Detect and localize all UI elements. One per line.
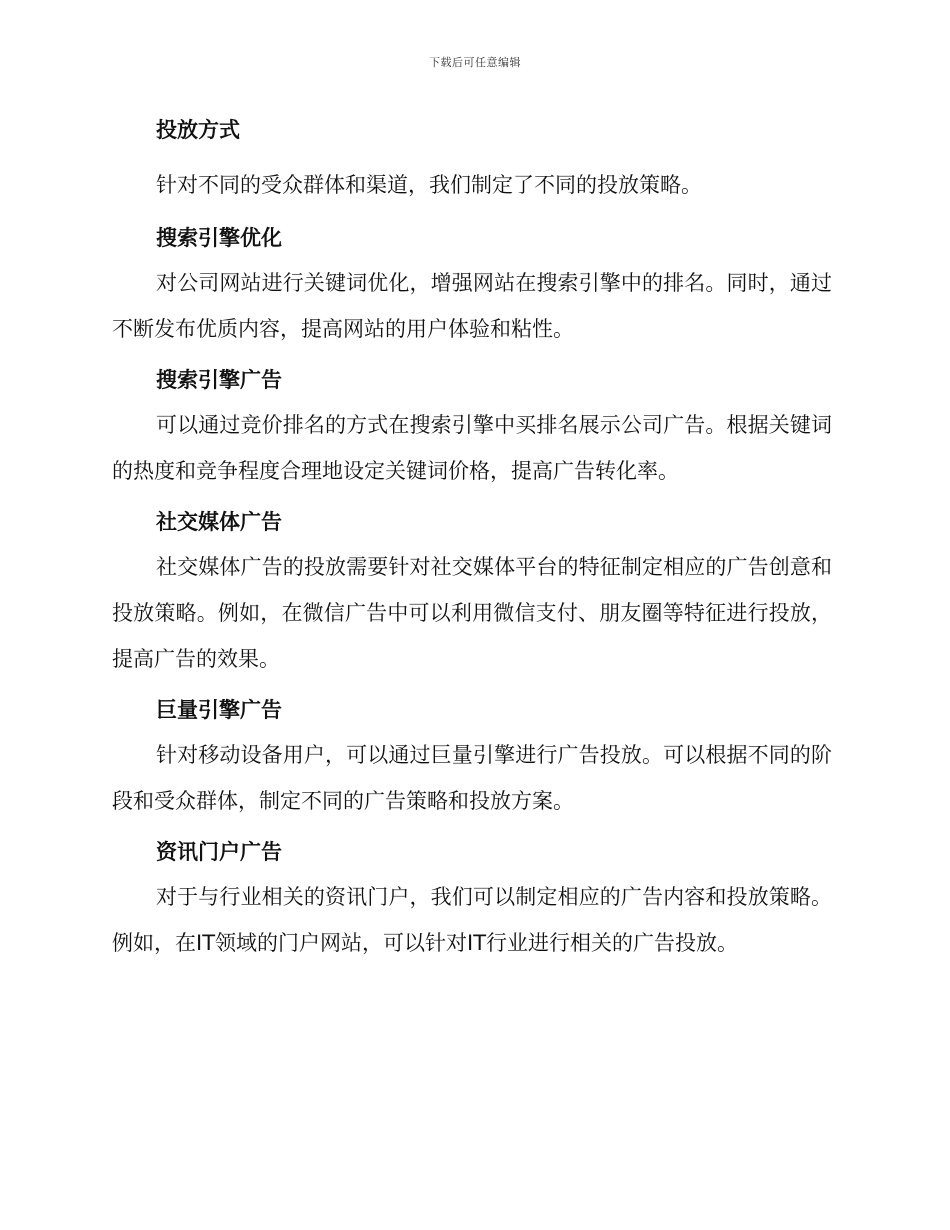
document-content [112,108,832,972]
section-heading-delivery-method: 投放方式 [156,118,240,142]
section-body-social-ads: 社交媒体广告的投放需要针对社交媒体平台的特征制定相应的广告创意和投放策略。例如，在微信广告中可以利用微信支付、朋友圈等特征进行投放，提高广告的效果。 [112,555,832,671]
section-body-delivery-method: 针对不同的受众群体和渠道，我们制定了不同的投放策略。 [156,173,702,197]
section-body-ocean-engine-ads: 针对移动设备用户，可以通过巨量引擎进行广告投放。可以根据不同的阶段和受众群体，制定不同的广告策略和投放方案。 [112,743,832,813]
header-note: 下载后可任意编辑 [429,56,521,69]
section-body-search-ads: 可以通过竞价排名的方式在搜索引擎中买排名展示公司广告。根据关键词的热度和竞争程度合理地设定关键词价格，提高广告转化率。 [112,413,832,483]
section-heading-portal-ads: 资讯门户广告 [156,840,282,864]
section-heading-social-ads: 社交媒体广告 [156,510,282,534]
section-body-seo: 对公司网站进行关键词优化，增强网站在搜索引擎中的排名。同时，通过不断发布优质内容，提高网站的用户体验和粘性。 [112,271,832,341]
section-heading-ocean-engine-ads: 巨量引擎广告 [156,698,282,722]
section-heading-seo: 搜索引擎优化 [156,226,282,250]
section-heading-search-ads: 搜索引擎广告 [156,368,282,392]
section-body-portal-ads: 对于与行业相关的资讯门户，我们可以制定相应的广告内容和投放策略。例如，在IT领域的门户网站，可以针对IT行业进行相关的广告投放。 [112,885,832,955]
